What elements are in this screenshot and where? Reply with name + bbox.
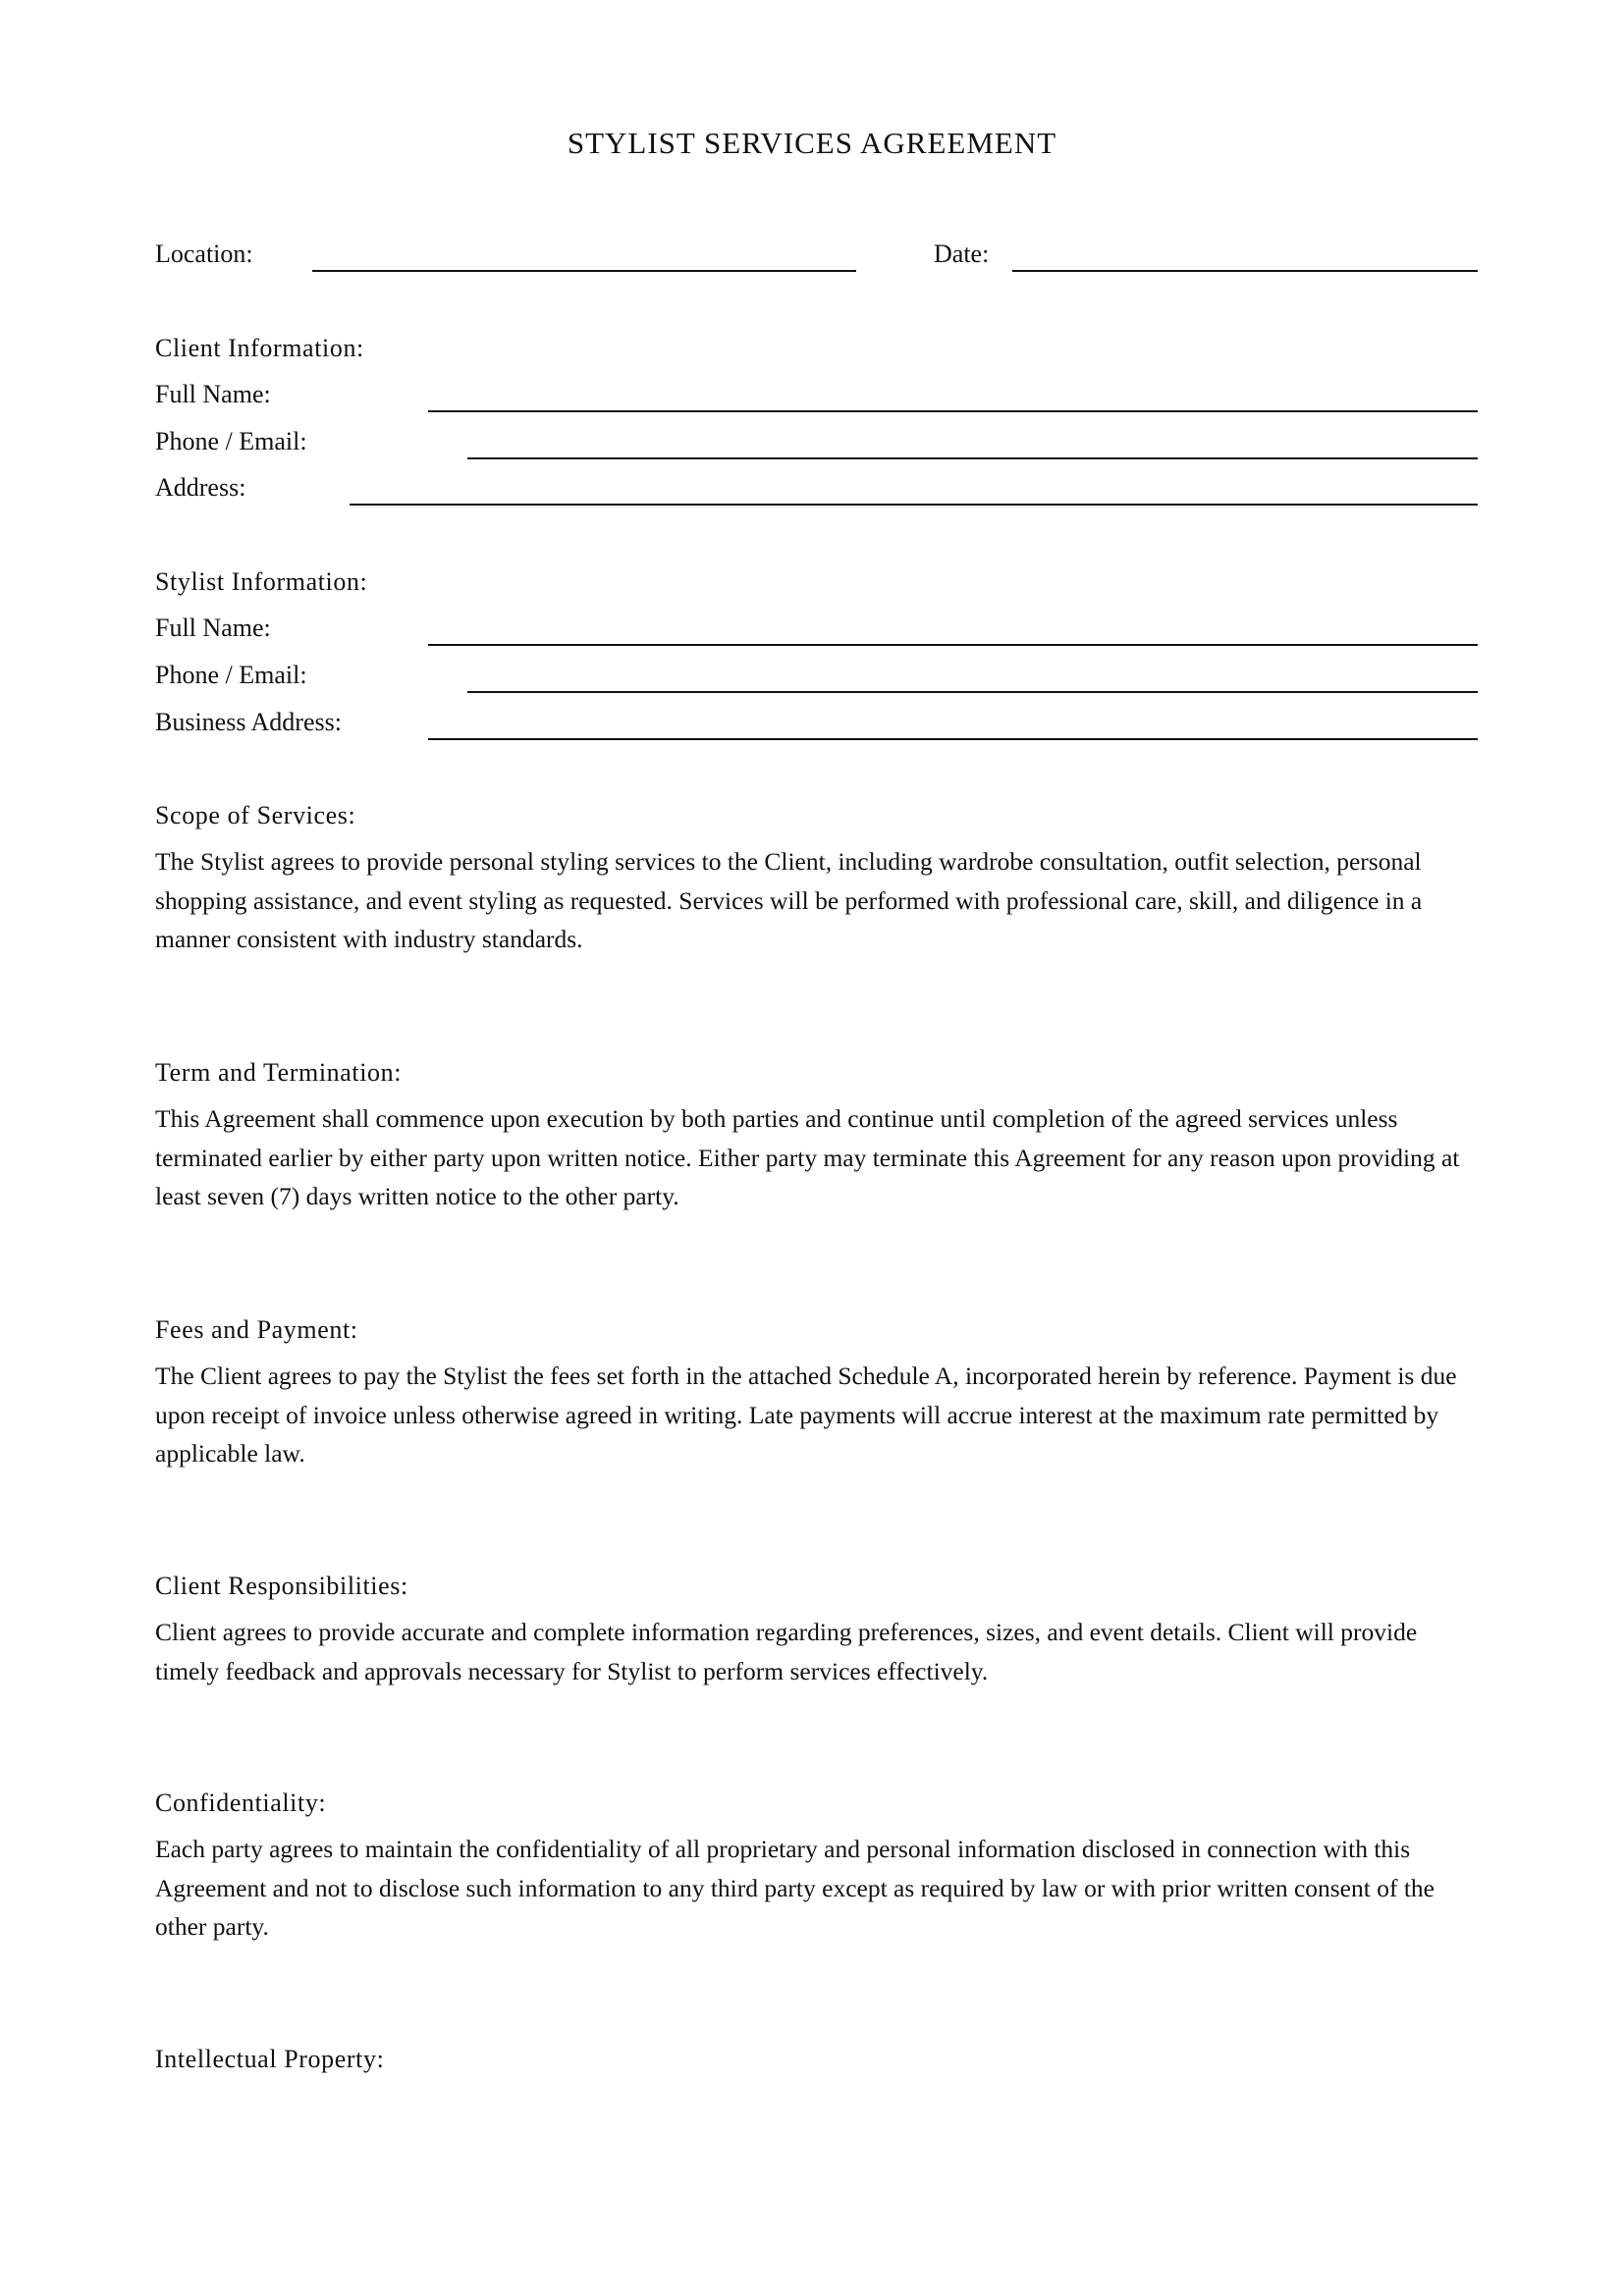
document-title: STYLIST SERVICES AGREEMENT bbox=[567, 126, 1057, 160]
client-responsibilities-heading: Client Responsibilities: bbox=[155, 1572, 408, 1600]
intellectual-property-heading: Intellectual Property: bbox=[155, 2045, 385, 2073]
client-full-name-label: Full Name: bbox=[155, 380, 271, 408]
term-body: This Agreement shall commence upon execution by both parties and continue until completion of the agreed services unless terminated earlier by either party upon written notice. Either party may terminate this Agreement for any reason upon providing at least seven (7) days written notice to the other party. bbox=[155, 1104, 1460, 1210]
client-address-label: Address: bbox=[155, 473, 246, 502]
scope-heading: Scope of Services: bbox=[155, 801, 356, 829]
stylist-full-name-label: Full Name: bbox=[155, 614, 271, 642]
fees-heading: Fees and Payment: bbox=[155, 1315, 358, 1344]
location-field[interactable] bbox=[312, 270, 856, 272]
stylist-phone-email-field[interactable] bbox=[467, 691, 1478, 693]
stylist-business-address-label: Business Address: bbox=[155, 708, 342, 736]
client-responsibilities-body: Client agrees to provide accurate and complete information regarding preferences, sizes, and event details. Client will provide timely feedback and approvals necessary for Stylist to perform services effectively. bbox=[155, 1618, 1418, 1685]
stylist-business-address-field[interactable] bbox=[428, 738, 1478, 740]
client-phone-email-field[interactable] bbox=[467, 457, 1478, 459]
confidentiality-heading: Confidentiality: bbox=[155, 1789, 327, 1817]
confidentiality-body: Each party agrees to maintain the confidentiality of all proprietary and personal information disclosed in connection with this Agreement and not to disclose such information to any third party except as required by law or with prior written consent of the other party. bbox=[155, 1835, 1435, 1941]
scope-body: The Stylist agrees to provide personal styling services to the Client, including wardrobe consultation, outfit selection, personal shopping assistance, and event styling as requested. Services will be performed with professional care, skill, and diligence in a manner consistent with industry standards. bbox=[155, 847, 1423, 953]
date-field[interactable] bbox=[1012, 270, 1478, 272]
location-label: Location: bbox=[155, 240, 253, 268]
stylist-info-heading: Stylist Information: bbox=[155, 567, 368, 596]
client-full-name-field[interactable] bbox=[428, 410, 1478, 412]
stylist-full-name-field[interactable] bbox=[428, 644, 1478, 646]
date-label: Date: bbox=[934, 240, 990, 268]
fees-body: The Client agrees to pay the Stylist the fees set forth in the attached Schedule A, incorporated herein by reference. Payment is due upon receipt of invoice unless otherwise agreed in writing. Late payments will accrue interest at the maximum rate permitted by applicable law. bbox=[155, 1362, 1457, 1468]
client-phone-email-label: Phone / Email: bbox=[155, 427, 307, 455]
client-address-field[interactable] bbox=[350, 504, 1478, 506]
client-info-heading: Client Information: bbox=[155, 334, 364, 362]
stylist-phone-email-label: Phone / Email: bbox=[155, 661, 307, 689]
term-heading: Term and Termination: bbox=[155, 1058, 403, 1087]
